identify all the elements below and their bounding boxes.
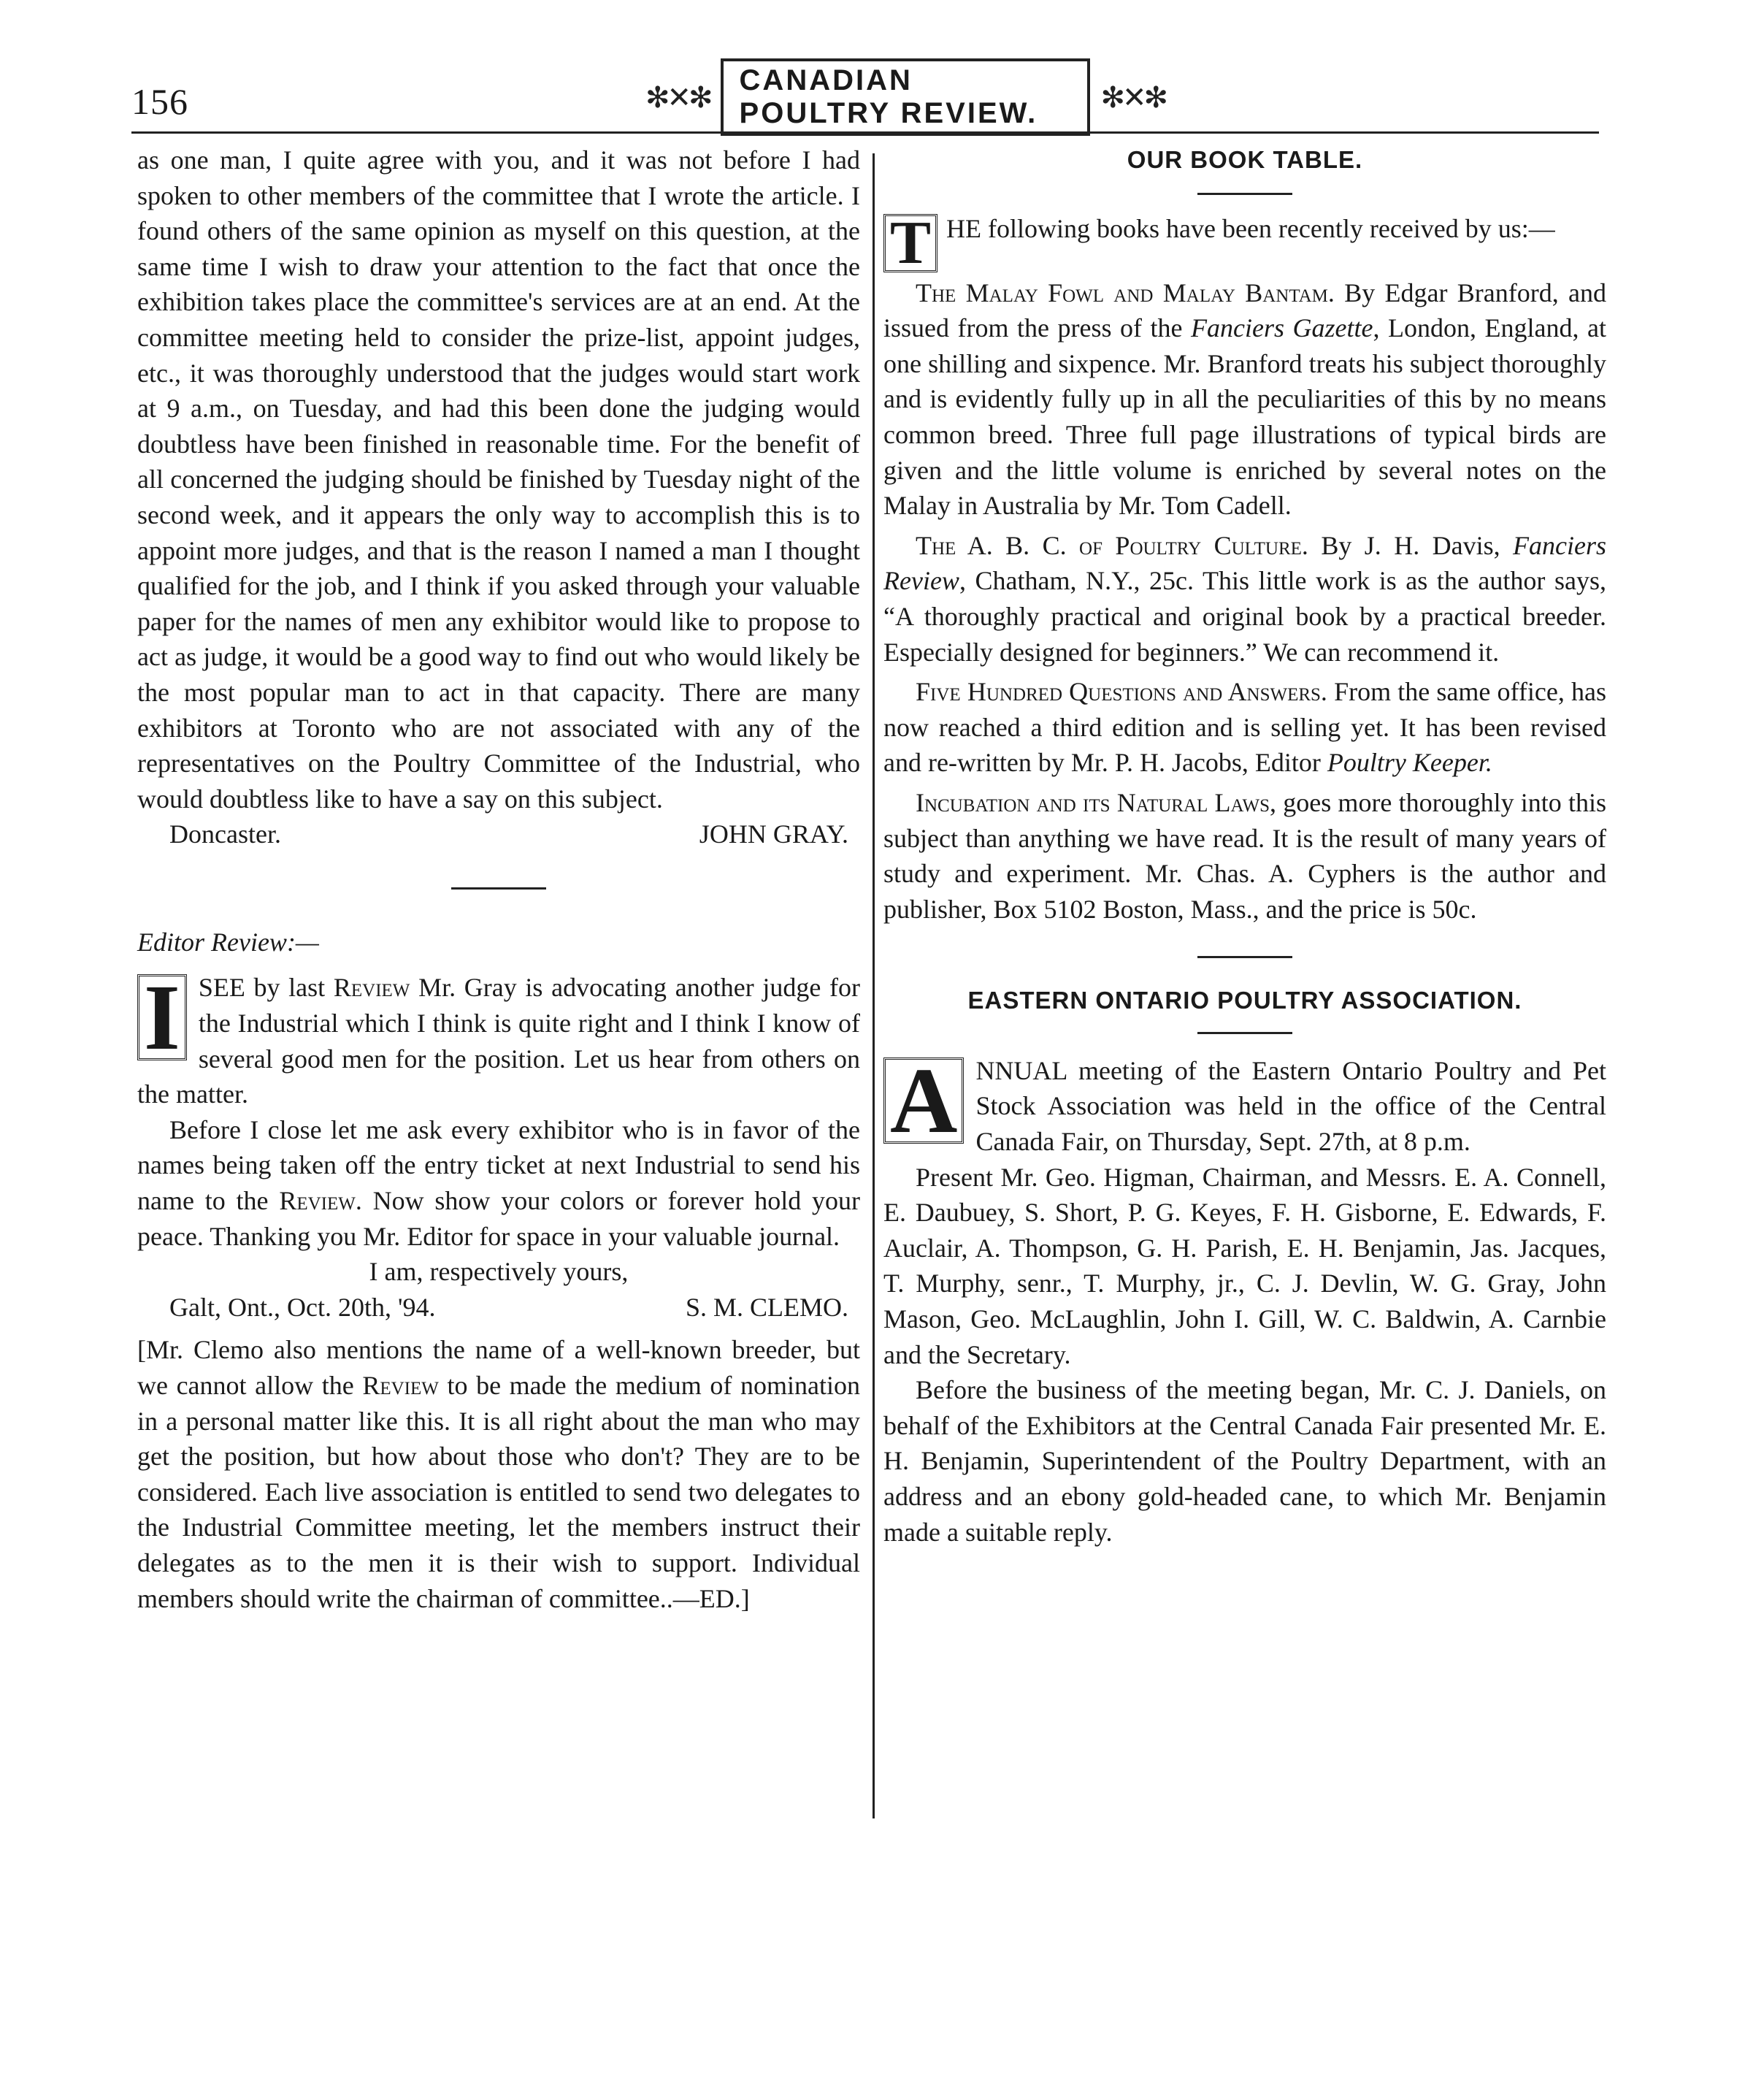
letter1-place: Doncaster. [169,819,281,849]
book-3-publisher: Poultry Keeper. [1327,748,1492,778]
right-column [883,142,1606,1550]
book-1-publisher: Fanciers Gazette [1191,313,1373,343]
letter1-signoff [137,816,860,852]
letter2-place: Galt, Ont., Oct. 20th, '94. [169,1292,436,1322]
book-3-text-a: From the same office, has now reached a third edition and is selling yet. It has been revised and re-written by Mr. P. H. Jacobs, Editor [883,677,1607,778]
dropcap-t: T [883,214,937,272]
ornament-left-icon: ✻✕✻ [645,80,710,114]
eastern-title: EASTERN ONTARIO POULTRY ASSOCIATION. [967,987,1522,1014]
masthead [635,64,1176,129]
book-4 [883,785,1606,927]
book-1-title: The Malay Fowl and Malay Bantam. [916,278,1335,307]
editor-note [137,1332,860,1616]
letter2-paragraph-1 [137,965,860,1112]
eastern-paragraph-3: Before the business of the meeting began, Mr. C. J. Daniels, on behalf of the Exhibitors at the Central Canada Fair presented Mr. E. H. Benjamin, Superintendent of the Poultry Department, with an address and an ebony gold-headed cane, to which Mr. Benjamin made a suitable reply. [883,1375,1606,1547]
letter2-p1-review: Review [333,973,410,1003]
eastern-p1-text: NNUAL meeting of the Eastern Ontario Poultry and Pet Stock Association was held in the office of the Central Canada Fair, on Thursday, Sept. 27th, at 8 p.m. [975,1055,1606,1157]
page-number: 156 [131,81,188,122]
column-divider [873,153,875,1818]
ornament-right-icon: ✻✕✻ [1100,80,1165,114]
letter2-p1-rest: Mr. Gray is advocating another judge for the Industrial which I think is quite right and I think I know of several good men for the position. Let us hear from others on the matter. [137,973,860,1109]
letter2-p2-start: Before I close let me ask every exhibitor who is in favor of the names being taken off the entry ticket at next Industrial to send his name to the [137,1114,860,1216]
book-2-text-b: , Chatham, N.Y., 25c. This little work is as the author says, “A thoroughly practical and original book by a practical breeder. Especially designed for beginners.” We can recommend it. [883,566,1606,667]
editor-note-start: [Mr. Clemo also mentions the name of a well-known breeder, but we cannot allow the [137,1335,860,1400]
book-3-title: Five Hundred Questions and Answers. [916,677,1327,707]
masthead-title: CANADIAN POULTRY REVIEW. [721,58,1091,136]
letter2-p2-end: . Now show your colors or forever hold your peace. Thanking you Mr. Editor for space in your valuable journal. [137,1186,860,1251]
dropcap-i: I [137,974,187,1060]
dropcap-a: A [883,1057,964,1144]
letter2-signoff [137,1290,860,1326]
letter2-closing: I am, respectively yours, [369,1257,629,1287]
letter1-signature: JOHN GRAY. [699,819,848,849]
letter2-signature: S. M. CLEMO. [685,1292,848,1322]
letter1-paragraph: as one man, I quite agree with you, and it was not before I had spoken to other members of the committee that I wrote the article. I found others of the same opinion as myself on this question, at the same time I wish to draw your attention to the fact that once the exhibition takes place the committee's services are at an end. At the committee meeting held to consider the prize-list, appoint judges, etc., it was thoroughly understood that the judges would start work at 9 a.m., on Tuesday, and had this been done the judging would doubtless have been finished in reasonable time. For the benefit of all concerned the judging should be finished by Tuesday night of the second week, and it appears the only way to accomplish this is to appoint more judges, and that is the reason I named a man I thought qualified for the job, and I think if you asked through your valuable paper for the names of men any exhibitor would like to propose to act as judge, it would be a good way to find out who would likely be the most popular man to act in that capacity. There are many exhibitors at Toronto who are not associated with any of the representatives on the Poultry Committee of the Industrial, who would doubtless like to have a say on this subject. [137,145,860,814]
book-2 [883,528,1606,670]
letter2-p1-opening: SEE by last [198,973,326,1003]
editor-note-review: Review [362,1371,439,1400]
letter2-salutation: Editor Review:— [137,927,319,957]
book-intro [883,208,1606,277]
book-intro-text: HE following books have been recently received by us:— [946,213,1555,243]
book-2-publisher: Fanciers Review [883,530,1607,596]
book-2-title: The A. B. C. of Poultry Culture. [916,530,1308,560]
book-2-text-a: By J. H. Davis, [1321,530,1500,560]
letter2-paragraph-2 [137,1112,860,1254]
book-table-title: OUR BOOK TABLE. [1127,146,1363,173]
book-1-text-a: By Edgar Branford, and issued from the press of the [883,278,1607,343]
left-column [137,142,860,1616]
book-4-text: goes more thoroughly into this subject than anything we have read. It is the result of many years of study and experiment. Mr. Chas. A. Cyphers is the author and publisher, Box 5102 Boston, Mass., and the price is 50c. [883,787,1607,924]
letter2-p2-review: Review [279,1186,356,1216]
book-1 [883,275,1606,524]
eastern-paragraph-2: Present Mr. Geo. Higman, Chairman, and Messrs. E. A. Connell, E. Daubuey, S. Short, P. G. Keyes, F. H. Gisborne, E. Edwards, F. Auclair, A. Thompson, G. H. Parish, E. H. Benjamin, Jas. Jacques, T. Murphy, senr., T. Murphy, jr., C. J. Devlin, W. G. Gray, John Mason, Geo. McLaughlin, John I. Gill, W. C. Baldwin, A. Carnbie and the Secretary. [883,1162,1606,1369]
book-3 [883,674,1606,781]
book-4-title: Incubation and its Natural Laws, [916,787,1277,817]
header-rule [131,131,1599,134]
editor-note-end: to be made the medium of nomination in a personal matter like this. It is all right about the man who may get the position, but how about those who don't? They are to be considered. Each live association is entitled to send two delegates to the Industrial Committee meeting, let the members instruct their delegates as to the men it is their wish to support. Individual members should write the chairman of committee..—ED.] [137,1371,860,1613]
book-1-text-b: , London, England, at one shilling and sixpence. Mr. Branford treats his subject thoroughly and is evidently fully up in all the peculiarities of this by no means common breed. Three full page illustrations of typical birds are given and the little volume is enriched by several notes on the Malay in Australia by Mr. Tom Cadell. [883,313,1607,521]
eastern-paragraph-1 [883,1048,1606,1160]
